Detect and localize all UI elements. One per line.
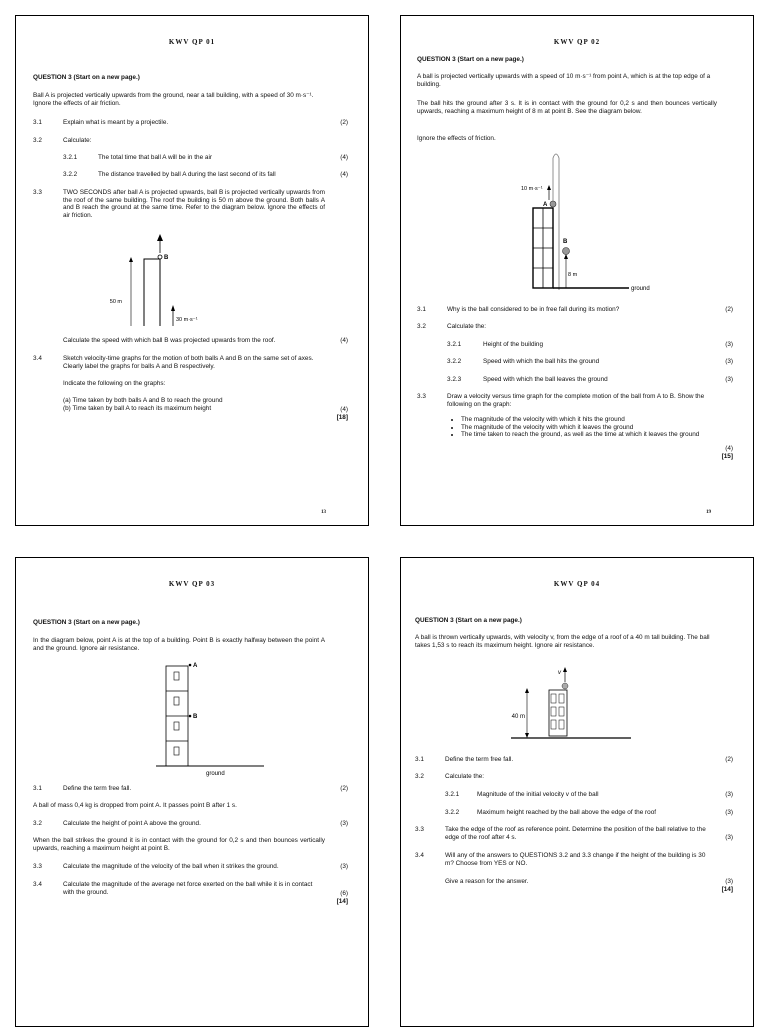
diagram-building-bounce bbox=[501, 148, 701, 298]
diagram-roof-throw bbox=[501, 666, 641, 744]
page-title: KWV QP 02 bbox=[553, 38, 601, 46]
q-number: 3.3 bbox=[33, 189, 42, 196]
q-number: 3.4 bbox=[33, 881, 42, 888]
q-text: Speed with which the ball leaves the ground bbox=[483, 376, 608, 383]
marks: (3) bbox=[725, 358, 733, 365]
body-text: When the ball strikes the ground it is in contact with the ground for 0,2 s and then bounces vertically upwards, reaching a maximum height at point B. bbox=[33, 837, 325, 852]
q-number: 3.2.2 bbox=[447, 358, 462, 365]
q-text: Speed with which the ball hits the ground bbox=[483, 358, 600, 365]
q-text: Indicate the following on the graphs: bbox=[63, 380, 166, 387]
marks: (2) bbox=[725, 306, 733, 313]
marks: (3) bbox=[725, 376, 733, 383]
list-item: (a) Time taken by both balls A and B to reach the ground bbox=[63, 397, 223, 404]
q-text: Define the term free fall. bbox=[63, 785, 132, 792]
q-number: 3.2.2 bbox=[445, 809, 460, 816]
q-text: Explain what is meant by a projectile. bbox=[63, 119, 169, 126]
q-text: Calculate the: bbox=[447, 323, 487, 330]
q-text: The total time that ball A will be in the air bbox=[98, 154, 213, 161]
q-text: Maximum height reached by the ball above the edge of the roof bbox=[477, 809, 657, 816]
q-number: 3.2.1 bbox=[63, 154, 78, 161]
q-number: 3.1 bbox=[415, 756, 424, 763]
q-text: Calculate the height of point A above the ground. bbox=[63, 820, 201, 827]
list-item: • The magnitude of the velocity with which it hits the ground bbox=[461, 416, 711, 424]
intro-text: Ignore the effects of friction. bbox=[417, 135, 496, 142]
label-v: v bbox=[558, 670, 561, 676]
q-number: 3.1 bbox=[417, 306, 426, 313]
q-number: 3.4 bbox=[415, 852, 424, 859]
marks: (6) bbox=[340, 890, 348, 897]
q-number: 3.4 bbox=[33, 355, 42, 362]
q-text: Height of the building bbox=[483, 341, 544, 348]
page-title: KWV QP 04 bbox=[553, 580, 601, 588]
page-title: KWV QP 03 bbox=[168, 580, 216, 588]
q-text: Draw a velocity versus time graph for the complete motion of the ball from A to B. Show the following on the graph: bbox=[447, 393, 705, 408]
marks: (3) bbox=[725, 834, 733, 841]
q-text: Magnitude of the initial velocity v of the ball bbox=[477, 791, 599, 798]
label-b: B bbox=[193, 714, 198, 720]
q-text: Will any of the answers to QUESTIONS 3.2 and 3.3 change if the height of the building is 30 m? Choose from YES or NO. bbox=[445, 852, 706, 867]
q-number: 3.1 bbox=[33, 785, 42, 792]
page-number: 19 bbox=[706, 510, 711, 515]
marks: (4) bbox=[725, 445, 733, 452]
marks: (3) bbox=[725, 878, 733, 885]
q-number: 3.2 bbox=[33, 820, 42, 827]
page-kwv-qp-04 bbox=[400, 557, 754, 1027]
q-number: 3.1 bbox=[33, 119, 42, 126]
q-text: TWO SECONDS after ball A is projected upwards, ball B is projected vertically upwards from the roof of the same building. The roof the building is 50 m above the ground. Both balls A and B reach the ground at the same time. Refer to the diagram below. Ignore the effects of air friction. bbox=[63, 189, 325, 219]
list-item: (b) Time taken by ball A to reach its maximum height bbox=[63, 405, 212, 412]
q-number: 3.2 bbox=[33, 137, 42, 144]
marks: (4) bbox=[340, 337, 348, 344]
marks: (3) bbox=[340, 820, 348, 827]
q-number: 3.3 bbox=[33, 863, 42, 870]
diagram-building-balls bbox=[56, 231, 316, 326]
intro-text: A ball is projected vertically upwards with a speed of 10 m·s⁻¹ from point A, which is at the top edge of a building. bbox=[417, 73, 711, 88]
page-kwv-qp-03 bbox=[15, 557, 369, 1027]
q-text: Define the term free fall. bbox=[445, 756, 514, 763]
page-kwv-qp-01 bbox=[15, 15, 369, 526]
body-text: A ball of mass 0,4 kg is dropped from point A. It passes point B after 1 s. bbox=[33, 802, 237, 809]
label-a: A bbox=[543, 202, 548, 208]
q-text: Calculate the magnitude of the velocity of the ball when it strikes the ground. bbox=[63, 863, 279, 870]
q-number: 3.2.1 bbox=[445, 791, 460, 798]
page-title: KWV QP 01 bbox=[168, 38, 216, 46]
label-a: A bbox=[193, 663, 198, 669]
question-heading: QUESTION 3 (Start on a new page.) bbox=[415, 617, 522, 624]
marks: (4) bbox=[340, 154, 348, 161]
label-height: 40 m bbox=[511, 714, 525, 720]
list-item: • The magnitude of the velocity with which it leaves the ground bbox=[461, 424, 711, 432]
label-ground: ground bbox=[631, 286, 650, 292]
marks: (3) bbox=[725, 341, 733, 348]
q-text: Calculate the speed with which ball B was projected upwards from the roof. bbox=[63, 337, 276, 344]
label-ground: ground bbox=[206, 771, 225, 777]
q-text: Calculate: bbox=[63, 137, 92, 144]
label-speed: 10 m·s⁻¹ bbox=[521, 186, 543, 192]
label-b: B bbox=[563, 239, 568, 245]
marks: (4) bbox=[340, 406, 348, 413]
q-text: Calculate the magnitude of the average net force exerted on the ball while it is in contact with the ground. bbox=[63, 881, 313, 896]
intro-text: In the diagram below, point A is at the top of a building. Point B is exactly halfway between the point A and the ground. Ignore air resistance. bbox=[33, 637, 325, 652]
marks: (3) bbox=[725, 809, 733, 816]
label-height: 8 m bbox=[568, 272, 578, 278]
question-heading: QUESTION 3 (Start on a new page.) bbox=[33, 619, 140, 626]
marks: (3) bbox=[340, 863, 348, 870]
question-heading: QUESTION 3 (Start on a new page.) bbox=[33, 74, 140, 81]
q-text: Sketch velocity-time graphs for the motion of both balls A and B on the same set of axes. Clearly label the graphs for balls A and B respectively. bbox=[63, 355, 314, 370]
intro-text: A ball is thrown vertically upwards, with velocity v, from the edge of a roof of a 40 m tall building. The ball takes 1,53 s to reach its maximum height. Ignore air resistance. bbox=[415, 634, 710, 649]
total-marks: [14] bbox=[721, 886, 733, 893]
q-number: 3.2 bbox=[415, 773, 424, 780]
label-height: 50 m bbox=[109, 299, 122, 305]
page-number: 13 bbox=[321, 510, 326, 515]
diagram-building-ab bbox=[136, 658, 276, 780]
label-speed: 30 m·s⁻¹ bbox=[176, 317, 198, 323]
q-number: 3.2 bbox=[417, 323, 426, 330]
marks: (4) bbox=[340, 171, 348, 178]
total-marks: [18] bbox=[336, 414, 348, 421]
q-text: Calculate the: bbox=[445, 773, 485, 780]
marks: (2) bbox=[725, 756, 733, 763]
q-text: The distance travelled by ball A during the last second of its fall bbox=[98, 171, 276, 178]
q-number: 3.2.1 bbox=[447, 341, 462, 348]
total-marks: [15] bbox=[721, 453, 733, 460]
q-number: 3.3 bbox=[417, 393, 426, 400]
page-kwv-qp-02 bbox=[400, 15, 754, 526]
label-b: B bbox=[164, 255, 169, 261]
marks: (2) bbox=[340, 119, 348, 126]
q-text: Take the edge of the roof as reference point. Determine the position of the ball relative to the edge of the roof after 4 s. bbox=[445, 826, 706, 841]
q-number: 3.3 bbox=[415, 826, 424, 833]
total-marks: [14] bbox=[336, 898, 348, 905]
intro-text: Ball A is projected vertically upwards from the ground, near a tall building, with a speed of 30 m·s⁻¹. Ignore the effects of air friction. bbox=[33, 92, 314, 107]
bullet-list bbox=[451, 416, 711, 439]
q-text: Why is the ball considered to be in free fall during its motion? bbox=[447, 306, 620, 313]
marks: (3) bbox=[725, 791, 733, 798]
marks: (2) bbox=[340, 785, 348, 792]
question-heading: QUESTION 3 (Start on a new page.) bbox=[417, 56, 524, 63]
q-number: 3.2.2 bbox=[63, 171, 78, 178]
q-text: Give a reason for the answer. bbox=[445, 878, 529, 885]
list-item: • The time taken to reach the ground, as well as the time at which it leaves the ground bbox=[461, 431, 711, 439]
q-number: 3.2.3 bbox=[447, 376, 462, 383]
intro-text: The ball hits the ground after 3 s. It is in contact with the ground for 0,2 s and then bounces vertically upwards, reaching a maximum height of 8 m at point B. See the diagram below. bbox=[417, 100, 717, 115]
